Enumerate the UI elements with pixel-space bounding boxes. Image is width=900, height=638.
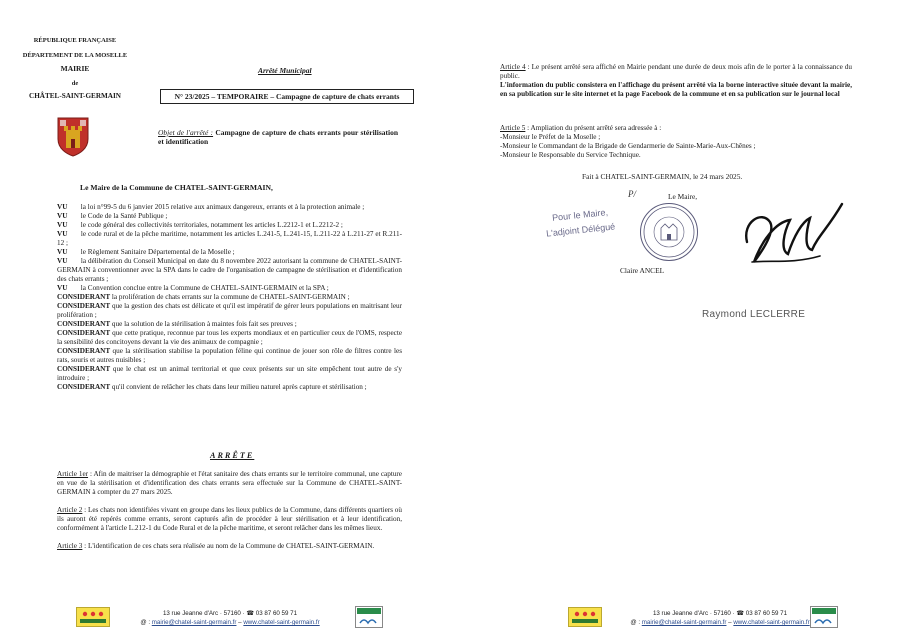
footer-email-link-right[interactable]: mairie@chatel-saint-germain.fr bbox=[641, 619, 727, 627]
consideration-lead: VU bbox=[57, 230, 68, 238]
consideration-text: que le chat est un animal territorial et que ceux présents sur un site empêchent tout autre de s'y introduire ; bbox=[57, 365, 402, 382]
article-4-label: Article 4 bbox=[500, 63, 526, 71]
consideration-item bbox=[57, 212, 402, 221]
footer-email-link[interactable]: mairie@chatel-saint-germain.fr bbox=[151, 619, 237, 627]
consideration-text: le Code de la Santé Publique ; bbox=[80, 212, 168, 220]
article-item bbox=[57, 542, 402, 551]
consideration-item bbox=[57, 347, 402, 365]
article-5 bbox=[500, 124, 852, 160]
consideration-lead: CONSIDERANT bbox=[57, 302, 111, 310]
consideration-item bbox=[57, 221, 402, 230]
de-label: de bbox=[71, 79, 79, 87]
consideration-item bbox=[57, 284, 402, 293]
coat-of-arms-icon bbox=[57, 117, 89, 157]
footer-separator: – bbox=[236, 619, 244, 627]
consideration-item bbox=[57, 257, 402, 284]
consideration-lead: VU bbox=[57, 248, 68, 256]
consideration-item bbox=[57, 293, 402, 302]
article-label: Article 1er bbox=[57, 470, 89, 478]
article-text: : Afin de maitriser la démographie et l'état sanitaire des chats errants sur le territoire communal, une capture en vue de la stérilisation et d'identification des chats errants sera effectuée sur la Commune de CHATEL-SAINT-GERMAIN à compter du 27 mars 2025. bbox=[57, 470, 402, 496]
consideration-text: le Règlement Sanitaire Départemental de la Moselle ; bbox=[80, 248, 235, 256]
consideration-item bbox=[57, 320, 402, 329]
consideration-lead: VU bbox=[57, 284, 68, 292]
consideration-item bbox=[57, 329, 402, 347]
decree-type: Arrêté Municipal bbox=[258, 66, 312, 75]
consideration-text: que la gestion des chats est délicate et qu'il est impératif de gérer leurs populations en maitrisant leur prolifération ; bbox=[57, 302, 402, 319]
decree-number-title: N° 23/2025 – TEMPORAIRE – Campagne de capture de chats errants bbox=[174, 92, 400, 101]
article-4-text: : Le présent arrêté sera affiché en Mairie pendant une durée de deux mois afin de le porter à la connaissance du public. bbox=[500, 63, 852, 80]
consideration-text: qu'il convient de relâcher les chats dans leur milieu naturel après capture et stérilisation ; bbox=[111, 383, 367, 391]
article-text: : L'identification de ces chats sera réalisée au nom de la Commune de CHATEL-SAINT-GERMAIN. bbox=[82, 542, 375, 550]
document-page-right bbox=[450, 0, 900, 638]
article-5-recipients bbox=[500, 133, 852, 160]
article-5-label: Article 5 bbox=[500, 124, 526, 132]
considerations-list bbox=[57, 203, 402, 392]
consideration-lead: VU bbox=[57, 203, 68, 211]
recipient-item: -Monsieur le Préfet de la Moselle ; bbox=[500, 133, 601, 141]
object-text: Campagne de capture de chats errants pour stérilisation et identification bbox=[158, 128, 398, 147]
articles-left bbox=[57, 470, 402, 560]
footer-separator-right: – bbox=[726, 619, 734, 627]
consideration-text: la délibération du Conseil Municipal en date du 8 novembre 2022 autorisant la commune de CHATEL-SAINT-GERMAIN à conventionner avec la SPA dans le cadre de l'organisation de campagne de stérilisation et d'identification des chats errants ; bbox=[57, 257, 402, 283]
consideration-lead: VU bbox=[57, 212, 68, 220]
object-label: Objet de l'arrêté : bbox=[158, 128, 214, 137]
consideration-lead: CONSIDERANT bbox=[57, 383, 111, 391]
commune-label: CHÂTEL-SAINT-GERMAIN bbox=[29, 91, 121, 100]
footer-right bbox=[615, 609, 825, 628]
article-text: : Les chats non identifiées vivant en groupe dans les lieux publics de la Commune, dans différents quartiers où ils auront été repérés comme errants, seront capturés afin de procéder à leur stérilisation et à leur identification, conformément à l'article L.212-1 du Code Rural et de la pêche maritime, et seront relâcher dans les mêmes lieux. bbox=[57, 506, 402, 532]
footer-left bbox=[125, 609, 335, 628]
consideration-lead: CONSIDERANT bbox=[57, 293, 111, 301]
pour-le-maire-label: Pour le Maire, bbox=[551, 207, 609, 223]
consideration-text: le code rural et de la pêche maritime, notamment les articles L.241-5, L.241-15, L.211-22 à L.211-27 et R.211-12 ; bbox=[57, 230, 403, 247]
footer-email-prefix-right: @ : bbox=[630, 619, 642, 627]
consideration-item bbox=[57, 230, 402, 248]
footer-contact-right bbox=[615, 618, 825, 627]
footer-website-link-right[interactable]: www.chatel-saint-germain.fr bbox=[733, 619, 810, 627]
republic-label: RÉPUBLIQUE FRANÇAISE bbox=[33, 37, 117, 44]
consideration-lead: CONSIDERANT bbox=[57, 320, 111, 328]
article-label: Article 2 bbox=[57, 506, 83, 514]
footer-address: 13 rue Jeanne d'Arc · 57160 · ☎ 03 87 60 59 71 bbox=[162, 610, 298, 617]
mairie-label: MAIRIE bbox=[60, 64, 90, 74]
consideration-item bbox=[57, 365, 402, 383]
logo-villes-fleuries-right bbox=[568, 607, 602, 627]
arrete-heading: ARRÊTE bbox=[210, 451, 255, 460]
logo-villes-fleuries bbox=[76, 607, 110, 627]
article-4 bbox=[500, 63, 852, 99]
consideration-text: que la stérilisation stabilise la population féline qui continue de jouer son rôle de filtres contre les rats, souris et autres nuisibles ; bbox=[57, 347, 402, 364]
footer-website-link[interactable]: www.chatel-saint-germain.fr bbox=[243, 619, 320, 627]
footer-contact bbox=[125, 618, 335, 627]
place-date: Fait à CHATEL-SAINT-GERMAIN, le 24 mars 2025. bbox=[582, 172, 743, 181]
consideration-text: la Convention conclue entre la Commune de CHATEL-SAINT-GERMAIN et la SPA ; bbox=[80, 284, 329, 292]
logo-commune-nature-right bbox=[810, 606, 838, 628]
consideration-text: la prolifération de chats errants sur la commune de CHATEL-SAINT-GERMAIN ; bbox=[111, 293, 350, 301]
logo-commune-nature bbox=[355, 606, 383, 628]
article-4-bold-text: L'information du public consistera en l'affichage du présent arrêté via la borne interactive située devant la mairie, en sa publication sur le site internet et la page Facebook de la commune et en sa publication sur le journal local bbox=[500, 81, 852, 98]
department-label: DÉPARTEMENT DE LA MOSELLE bbox=[22, 52, 128, 60]
consideration-lead: CONSIDERANT bbox=[57, 329, 111, 337]
consideration-lead: CONSIDERANT bbox=[57, 365, 111, 373]
consideration-item bbox=[57, 383, 402, 392]
adjoint-label: L'adjoint Délégué bbox=[545, 221, 616, 239]
mairie-stamp bbox=[640, 203, 698, 261]
consideration-text: que la solution de la stérilisation à maintes fois fait ses preuves ; bbox=[111, 320, 297, 328]
footer-email-prefix: @ : bbox=[140, 619, 152, 627]
consideration-text: la loi n°99-5 du 6 janvier 2015 relative aux animaux dangereux, errants et à la protection animale ; bbox=[80, 203, 365, 211]
letterhead bbox=[10, 37, 140, 101]
deputy-name: Claire ANCEL bbox=[620, 266, 665, 275]
article-label: Article 3 bbox=[57, 542, 83, 550]
consideration-lead: VU bbox=[57, 257, 68, 265]
decree-object bbox=[158, 128, 398, 147]
recipient-item: -Monsieur le Commandant de la Brigade de Gendarmerie de Sainte-Marie-Aux-Chênes ; bbox=[500, 142, 756, 150]
footer-address-right: 13 rue Jeanne d'Arc · 57160 · ☎ 03 87 60 59 71 bbox=[652, 610, 788, 617]
article-item bbox=[57, 506, 402, 533]
consideration-text: que cette pratique, reconnue par tous les experts mondiaux et en particulier ceux de l'OMS, respecte la sensibilité des concitoyens devant la vie des animaux de compagnie ; bbox=[57, 329, 403, 346]
consideration-item bbox=[57, 203, 402, 212]
p-mark: P/ bbox=[628, 189, 636, 199]
decree-title-box bbox=[160, 89, 414, 104]
consideration-text: le code général des collectivités territoriales, notamment les articles L.2212-1 et L.2212-2 ; bbox=[80, 221, 343, 229]
mayor-name: Raymond LECLERRE bbox=[702, 309, 806, 320]
handwritten-signature-icon bbox=[732, 192, 852, 277]
recipient-item: -Monsieur le Responsable du Service Technique. bbox=[500, 151, 641, 159]
consideration-lead: CONSIDERANT bbox=[57, 347, 111, 355]
article-item bbox=[57, 470, 402, 497]
decree-intro: Le Maire de la Commune de CHATEL-SAINT-GERMAIN, bbox=[80, 183, 273, 192]
consideration-item bbox=[57, 248, 402, 257]
consideration-lead: VU bbox=[57, 221, 68, 229]
consideration-item bbox=[57, 302, 402, 320]
le-maire-label: Le Maire, bbox=[668, 192, 698, 201]
article-5-text: : Ampliation du présent arrêté sera adressée à : bbox=[525, 124, 662, 132]
